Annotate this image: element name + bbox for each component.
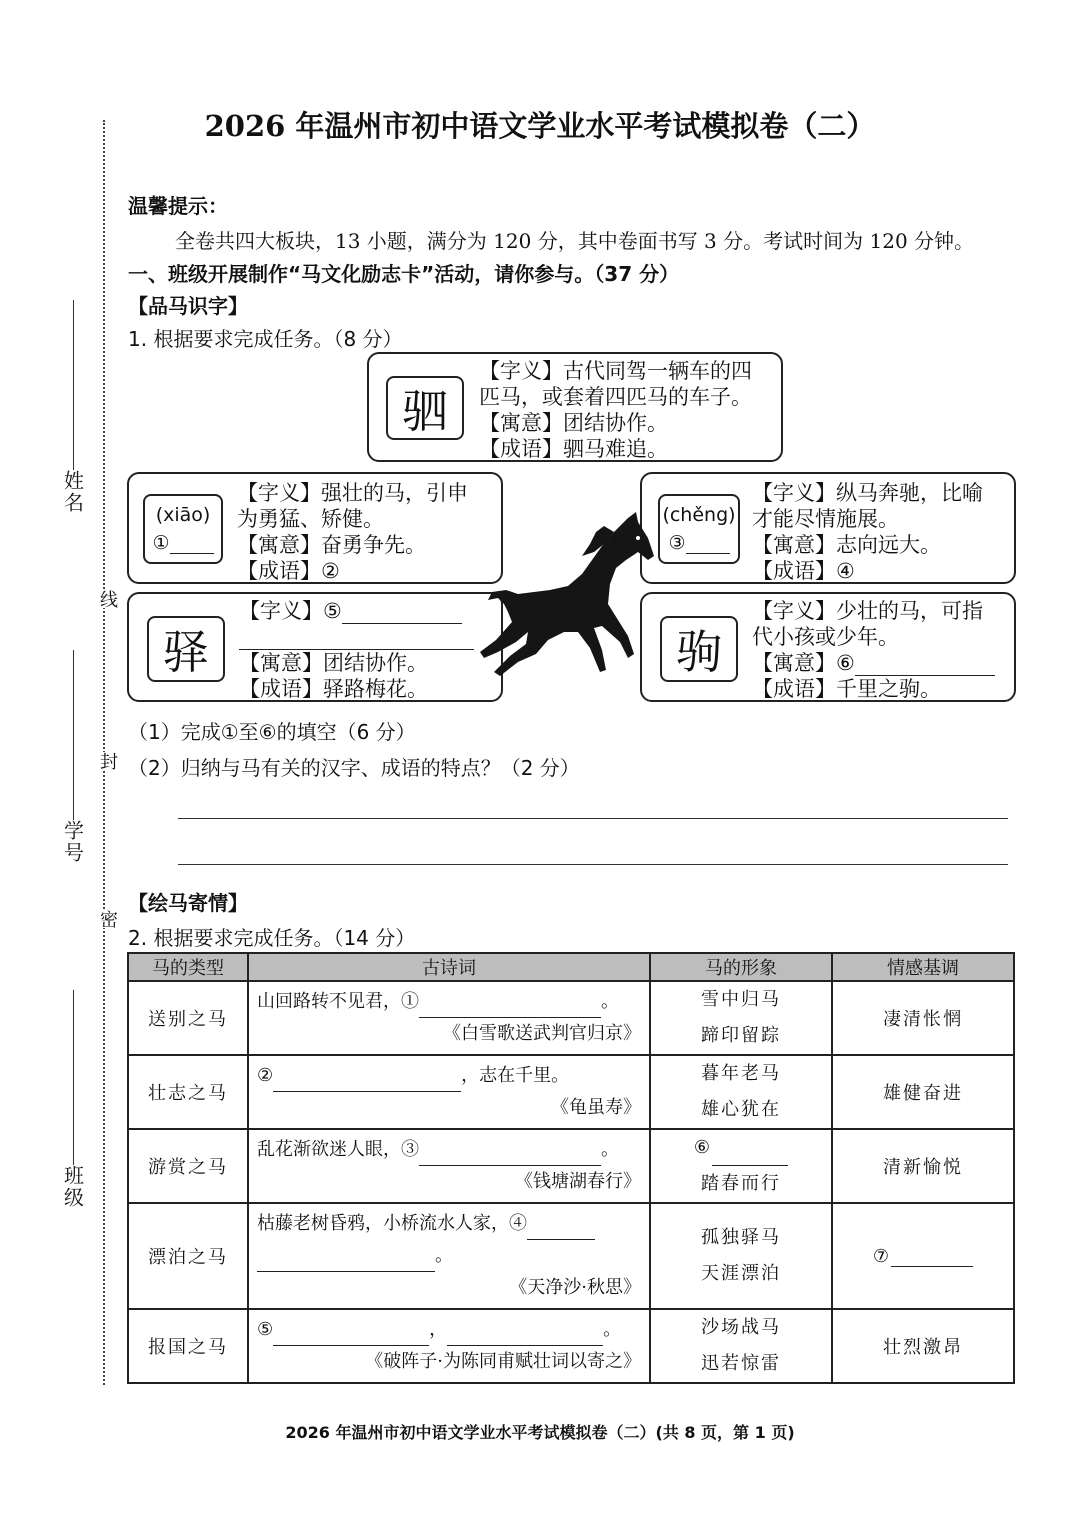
page-footer: 2026 年温州市初中语文学业水平考试模拟卷（二）(共 8 页，第 1 页): [285, 1423, 795, 1442]
row5-source: 《破阵子·为陈同甫赋壮词以寄之》: [365, 1351, 641, 1372]
question-2: 2. 根据要求完成任务。（14 分）: [128, 926, 416, 950]
answer-line-2[interactable]: [178, 864, 1008, 865]
row4-blank-input-line2[interactable]: [257, 1250, 435, 1272]
header-image: 马的形象: [650, 953, 832, 981]
row4-emotion: [832, 1203, 1014, 1309]
table-row: [128, 1055, 1014, 1129]
row4-image-1: 孤独驿马: [701, 1227, 781, 1248]
blank-4-input[interactable]: [855, 562, 995, 584]
card-si-line-4: 【成语】驷马难追。: [479, 437, 668, 461]
card-yi-line-3: 【寓意】团结协作。: [239, 651, 428, 675]
card-si-line-3: 【寓意】团结协作。: [479, 411, 668, 435]
table-row: [128, 1129, 1014, 1203]
card-cheng-line-1: 【字义】纵马奔驰，比喻: [752, 481, 983, 505]
card-yi: [127, 592, 503, 702]
header-emotion: 情感基调: [832, 953, 1014, 981]
blank-1-input[interactable]: [170, 532, 214, 554]
row2-poem: [248, 1055, 650, 1129]
row4-poem: [248, 1203, 650, 1309]
tips-heading: 温馨提示：: [128, 194, 228, 218]
row3-type: 游赏之马: [128, 1129, 248, 1203]
row3-blank-input[interactable]: [419, 1144, 601, 1166]
seal-char-seal: 封: [94, 752, 120, 770]
card-cheng-line-4: 【成语】④: [752, 559, 855, 583]
row2-image-1: 暮年老马: [701, 1063, 781, 1084]
row4-poem-end: 。: [435, 1245, 453, 1266]
section1-heading: 一、班级开展制作“马文化励志卡”活动，请你参与。（37 分）: [128, 262, 680, 286]
row3-poem: [248, 1129, 650, 1203]
table-row: [128, 1309, 1014, 1383]
seal-char-line: 线: [94, 590, 120, 608]
row5-type: 报国之马: [128, 1309, 248, 1383]
card-yi-line-4: 【成语】驿路梅花。: [239, 677, 428, 701]
row2-image: [650, 1055, 832, 1129]
row1-poem: [248, 981, 650, 1055]
pinyin-cheng: (chěng): [662, 504, 736, 526]
section-huima-heading: 【绘马寄情】: [128, 891, 248, 915]
row4-poem-text: 枯藤老树昏鸦，小桥流水人家，④: [257, 1213, 527, 1234]
row4-source: 《天净沙·秋思》: [509, 1277, 641, 1298]
row3-poem-text: 乱花渐欲迷人眼，③: [257, 1139, 419, 1160]
student-id-underline: [73, 650, 74, 820]
table-row: [128, 981, 1014, 1055]
row4-emotion-blank-input[interactable]: [891, 1245, 973, 1267]
card-si-line-2: 匹马，或套着四匹马的车子。: [479, 385, 752, 409]
blank-3-input[interactable]: [686, 532, 730, 554]
card-ju-line-2: 代小孩或少年。: [752, 625, 899, 649]
blank-3-marker: ③: [668, 532, 686, 554]
row2-blank-input[interactable]: [273, 1070, 461, 1092]
char-yi: 驿: [147, 616, 225, 682]
char-si: 驷: [386, 376, 464, 440]
card-xiao: [127, 472, 503, 584]
row4-type: 漂泊之马: [128, 1203, 248, 1309]
row3-image-blank-input[interactable]: [712, 1144, 788, 1166]
class-label: 班级: [60, 1165, 85, 1209]
row5-blank-input-2[interactable]: [447, 1324, 603, 1346]
tips-text: 全卷共四大板块，13 小题，满分为 120 分，其中卷面书写 3 分。考试时间为 120 分钟。: [175, 229, 975, 253]
blank-5-input-line2[interactable]: [239, 628, 474, 650]
row5-poem-comma: ，: [429, 1319, 448, 1340]
header-type: 马的类型: [128, 953, 248, 981]
class-field: [58, 990, 88, 1209]
row5-poem-end: 。: [603, 1319, 622, 1340]
card-xiao-line-1: 【字义】强壮的马，引申: [237, 481, 468, 505]
card-cheng: [640, 472, 1016, 584]
row5-image-1: 沙场战马: [701, 1317, 781, 1338]
card-xiao-line-4: 【成语】②: [237, 559, 340, 583]
card-si: [367, 352, 783, 462]
card-cheng-line-2: 才能尽情施展。: [752, 507, 899, 531]
row1-image: [650, 981, 832, 1055]
row1-image-2: 蹄印留踪: [701, 1025, 781, 1046]
question-1: 1. 根据要求完成任务。（8 分）: [128, 327, 403, 351]
question-1-2: （2）归纳与马有关的汉字、成语的特点？（2 分）: [128, 756, 580, 780]
row5-image: [650, 1309, 832, 1383]
table-row: [128, 1203, 1014, 1309]
table-header-row: [128, 953, 1014, 981]
card-xiao-line-2: 为勇猛、矫健。: [237, 507, 384, 531]
card-ju: [640, 592, 1016, 702]
row5-poem-marker: ⑤: [257, 1319, 274, 1340]
row1-image-1: 雪中归马: [701, 989, 781, 1010]
student-id-label: 学号: [60, 820, 85, 864]
row4-blank-input[interactable]: [527, 1218, 595, 1240]
row3-emotion: 清新愉悦: [832, 1129, 1014, 1203]
question-1-1: （1）完成①至⑥的填空（6 分）: [128, 720, 416, 744]
pinyin-xiao: (xiāo): [155, 504, 211, 526]
row2-poem-marker: ②: [257, 1065, 274, 1086]
row3-image: [650, 1129, 832, 1203]
char-xiao-box: [143, 494, 223, 564]
blank-1-marker: ①: [152, 532, 170, 554]
page-title: 2026 年温州市初中语文学业水平考试模拟卷（二）: [204, 109, 876, 143]
card-cheng-line-3: 【寓意】志向远大。: [752, 533, 941, 557]
card-ju-line-4: 【成语】千里之驹。: [752, 677, 941, 701]
answer-line-1[interactable]: [178, 818, 1008, 819]
header-poem: 古诗词: [248, 953, 650, 981]
row5-image-2: 迅若惊雷: [701, 1353, 781, 1374]
row2-type: 壮志之马: [128, 1055, 248, 1129]
card-xiao-line-3: 【寓意】奋勇争先。: [237, 533, 426, 557]
blank-6-input[interactable]: [855, 654, 995, 676]
student-id-field: [58, 650, 88, 864]
class-underline: [73, 990, 74, 1165]
row4-emotion-marker: ⑦: [872, 1246, 892, 1267]
row2-emotion: 雄健奋进: [832, 1055, 1014, 1129]
blank-2-input[interactable]: [340, 562, 480, 584]
row1-type: 送别之马: [128, 981, 248, 1055]
card-ju-line-1: 【字义】少壮的马，可指: [752, 599, 983, 623]
name-field: [58, 300, 88, 514]
row2-poem-text: ，志在千里。: [461, 1065, 570, 1086]
blank-5-input[interactable]: [342, 602, 462, 624]
row3-source: 《钱塘湖春行》: [515, 1171, 641, 1192]
name-underline: [73, 300, 74, 470]
row5-poem: [248, 1309, 650, 1383]
row3-image-marker: ⑥: [693, 1137, 713, 1158]
row1-poem-text: 山回路转不见君，①: [257, 991, 419, 1012]
name-label: 姓名: [60, 470, 85, 514]
row2-image-2: 雄心犹在: [701, 1099, 781, 1120]
row1-emotion: 凄清怅惘: [832, 981, 1014, 1055]
row5-blank-input-1[interactable]: [273, 1324, 429, 1346]
row3-poem-end: 。: [601, 1139, 619, 1160]
card-yi-line-1: 【字义】⑤: [239, 599, 342, 623]
row2-source: 《龟虽寿》: [551, 1097, 641, 1118]
row1-blank-input[interactable]: [419, 996, 601, 1018]
row5-emotion: 壮烈激昂: [832, 1309, 1014, 1383]
char-ju: 驹: [660, 616, 738, 682]
galloping-horse-illustration: [478, 508, 658, 698]
row4-image: [650, 1203, 832, 1309]
card-ju-line-3: 【寓意】⑥: [752, 651, 855, 675]
seal-char-secret: 密: [94, 910, 120, 928]
section-pinma-heading: 【品马识字】: [128, 294, 248, 318]
row1-source: 《白雪歌送武判官归京》: [443, 1023, 641, 1044]
poem-table: [127, 952, 1015, 1384]
row3-image-2: 踏春而行: [701, 1173, 781, 1194]
row4-image-2: 天涯漂泊: [701, 1263, 781, 1284]
row1-poem-end: 。: [601, 991, 619, 1012]
card-si-line-1: 【字义】古代同驾一辆车的四: [479, 359, 752, 383]
char-cheng-box: [658, 494, 740, 564]
